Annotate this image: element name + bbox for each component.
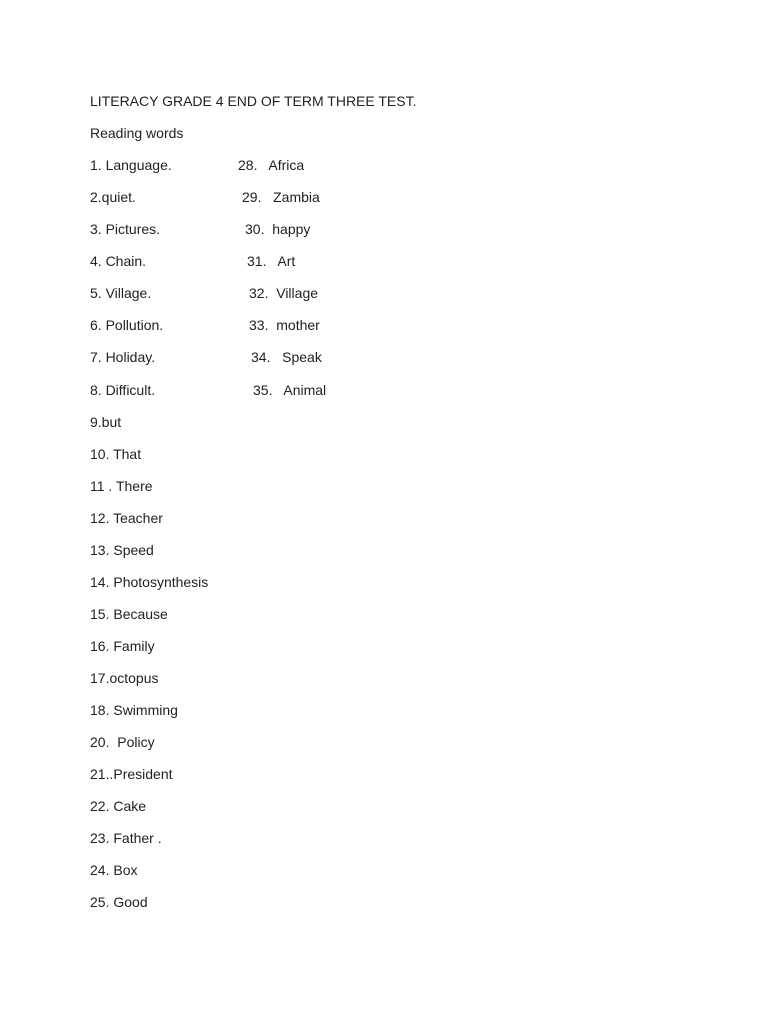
- word-item: 23. Father .: [90, 830, 162, 846]
- word-item: 16. Family: [90, 638, 155, 654]
- word-item: 32. Village: [249, 285, 319, 301]
- word-item: 24. Box: [90, 862, 138, 878]
- word-item: 35. Animal: [253, 382, 327, 398]
- word-item: 7. Holiday.: [90, 349, 156, 365]
- word-item: 22. Cake: [90, 798, 147, 814]
- word-item: 9.but: [90, 414, 122, 430]
- word-item: 4. Chain.: [90, 253, 147, 269]
- word-item: 30. happy: [245, 221, 311, 237]
- word-item: 34. Speak: [251, 349, 322, 365]
- word-item: 10. That: [90, 446, 142, 462]
- word-item: 11 . There: [90, 478, 153, 494]
- word-item: 8. Difficult.: [90, 382, 156, 398]
- word-item: 6. Pollution.: [90, 317, 164, 333]
- word-item: 31. Art: [247, 253, 296, 269]
- word-item: 2.quiet.: [90, 189, 136, 205]
- word-item: 21..President: [90, 766, 173, 782]
- word-item: 5. Village.: [90, 285, 152, 301]
- word-item: 13. Speed: [90, 542, 154, 558]
- document-title: LITERACY GRADE 4 END OF TERM THREE TEST.: [90, 93, 417, 109]
- word-item: 29. Zambia: [242, 189, 320, 205]
- word-item: 28. Africa: [238, 157, 305, 173]
- word-item: 17.octopus: [90, 670, 159, 686]
- word-item: 18. Swimming: [90, 702, 178, 718]
- word-item: 3. Pictures.: [90, 221, 161, 237]
- word-item: 20. Policy: [90, 734, 155, 750]
- word-item: 15. Because: [90, 606, 168, 622]
- word-item: 1. Language.: [90, 157, 172, 173]
- word-item: 14. Photosynthesis: [90, 574, 209, 590]
- word-item: 25. Good: [90, 894, 148, 910]
- word-item: 12. Teacher: [90, 510, 163, 526]
- word-item: 33. mother: [249, 317, 320, 333]
- section-heading: Reading words: [90, 125, 184, 141]
